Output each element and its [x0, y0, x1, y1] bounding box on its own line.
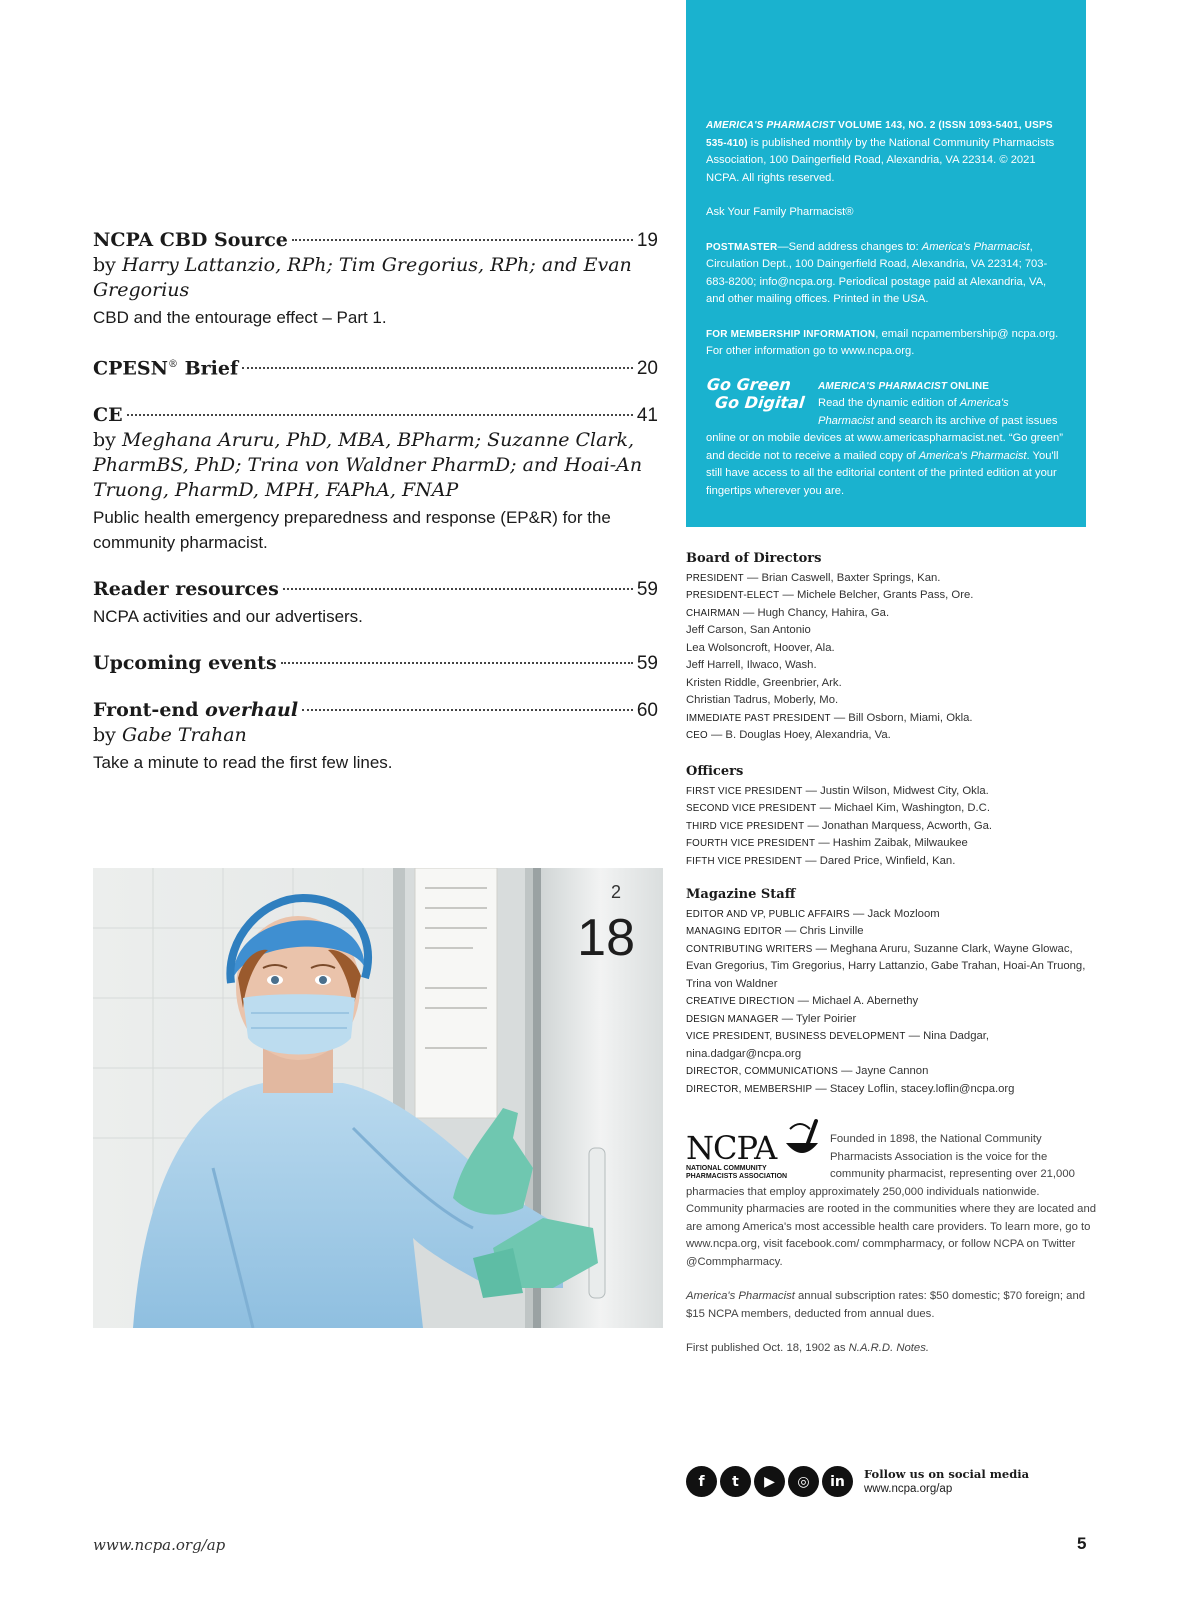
roster-name: Stacey Loflin, stacey.loflin@ncpa.org — [829, 1082, 1015, 1095]
toc-byline: by Harry Lattanzio, RPh; Tim Gregorius, RPh; and Evan Gregorius — [93, 254, 632, 301]
publication-info-box — [686, 0, 1086, 527]
instagram-icon[interactable]: ◎ — [788, 1466, 819, 1497]
roster-row — [686, 710, 1096, 728]
board-of-directors — [686, 550, 1096, 745]
roster-name: Lea Wolsoncroft, Hoover, Ala. — [686, 641, 835, 654]
roster-name: Jeff Harrell, Ilwaco, Wash. — [686, 659, 817, 671]
roster-role: PRESIDENT-ELECT — [686, 590, 780, 601]
go-green-go-digital-logo: Go Green Go Digital — [706, 374, 806, 412]
toc-page-number[interactable]: 59 — [636, 579, 658, 601]
membership-info: FOR MEMBERSHIP INFORMATION, email ncpamembership@ ncpa.org. For other information go to www.ncpa.org. — [706, 327, 1059, 357]
toc-description: CBD and the entourage effect – Part 1. — [93, 308, 387, 327]
roster-row — [686, 941, 1096, 994]
roster-name: Kristen Riddle, Greenbrier, Ark. — [686, 676, 842, 689]
roster-name: Christian Tadrus, Moberly, Mo. — [686, 694, 839, 706]
toc-page-number[interactable]: 60 — [636, 700, 658, 722]
youtube-icon[interactable]: ▶ — [754, 1466, 785, 1497]
roster-row — [686, 783, 1096, 801]
online-info: Go Green Go Digital AMERICA'S PHARMACIST ONLINE Read the dynamic edition of America's Pharmacist and search its archive of past issues online or on mobile devices at www.americaspharmacist.net. “Go green” and decide not to receive a mailed copy of America's Pharmacist. You'll still have access to all the editorial content of the printed edition at your fingertips wherever you are. — [706, 374, 1063, 497]
pharmacist-photo — [93, 868, 663, 1328]
roster-separator: — — [781, 925, 800, 937]
roster-row — [686, 923, 1096, 941]
toc-page-number[interactable]: 59 — [636, 653, 658, 675]
roster-name: Tyler Poirier — [796, 1012, 857, 1025]
roster-role: FIRST VICE PRESIDENT — [686, 785, 803, 797]
roster-row — [686, 1011, 1096, 1029]
roster-name: Hashim Zaibak, Milwaukee — [832, 837, 968, 849]
section-heading: Board of Directors — [686, 551, 822, 566]
toc-entry-ce — [93, 403, 658, 555]
toc-entry-cpesn-brief — [93, 352, 658, 381]
roster-separator: — — [830, 711, 849, 724]
roster-name: Jonathan Marquess, Acworth, Ga. — [821, 819, 993, 832]
page-reference-number: 18 — [577, 909, 635, 967]
roster-separator: — — [812, 942, 831, 955]
toc-authors: Gabe Trahan — [121, 724, 247, 747]
roster-row — [686, 622, 1096, 640]
roster-separator: — — [802, 784, 821, 797]
toc-authors: Meghana Aruru, PhD, MBA, BPharm; Suzanne Clark, PharmBS, PhD; Trina von Waldner PharmD; and Hoai-An Truong, PharmD, MPH, FAPhA, FNAP — [93, 429, 643, 502]
toc-leader-dots — [283, 588, 633, 590]
toc-entry-front-end-overhaul — [93, 698, 658, 775]
roster-role: CONTRIBUTING WRITERS — [686, 943, 813, 955]
roster-row — [686, 800, 1096, 818]
roster-separator: — — [794, 995, 813, 1007]
first-published: First published Oct. 18, 1902 as N.A.R.D. Notes. — [686, 1342, 929, 1354]
subscription-rates: America's Pharmacist annual subscription rates: $50 domestic; $70 foreign; and $15 NCPA members, deducted from annual dues. — [686, 1290, 1086, 1320]
postmaster-info: POSTMASTER—Send address changes to: America's Pharmacist, Circulation Dept., 100 Daingerfield Road, Alexandria, VA 22314; 703-683-8200; info@ncpa.org. Periodical postage paid at Alexandria, VA, and other mailing offices. Printed in the USA. — [706, 240, 1048, 305]
toc-title[interactable]: CPESN® Brief — [93, 357, 239, 380]
roster-separator: — — [779, 589, 797, 601]
roster-row — [686, 1028, 1096, 1063]
ask-tagline: Ask Your Family Pharmacist® — [706, 206, 854, 218]
follow-label: Follow us on social media — [864, 1466, 1030, 1481]
roster-separator: — — [778, 1012, 796, 1025]
roster-row — [686, 993, 1096, 1011]
roster-separator: — — [743, 571, 762, 584]
roster-role: PRESIDENT — [686, 572, 744, 584]
roster-name: Michael A. Abernethy — [812, 995, 919, 1007]
roster-name: Jack Mozloom — [867, 907, 940, 920]
roster-separator: — — [815, 837, 833, 849]
roster-role: MANAGING EDITOR — [686, 926, 782, 937]
toc-page-number[interactable]: 19 — [636, 230, 658, 251]
toc-leader-dots — [281, 662, 633, 664]
roster-role: FIFTH VICE PRESIDENT — [686, 855, 803, 867]
roster-row — [686, 1063, 1096, 1081]
roster-role: DIRECTOR, COMMUNICATIONS — [686, 1066, 838, 1077]
toc-leader-dots — [292, 239, 633, 241]
roster-name: B. Douglas Hoey, Alexandria, Va. — [725, 729, 891, 741]
toc-authors: Harry Lattanzio, RPh; Tim Gregorius, RPh; and Evan Gregorius — [93, 254, 632, 301]
social-follow-text — [864, 1467, 1029, 1497]
roster-separator: — — [739, 606, 758, 619]
roster-row — [686, 835, 1096, 853]
footer-page-number: 5 — [1077, 1534, 1087, 1553]
roster-separator: — — [837, 1065, 856, 1077]
social-media-bar — [686, 1466, 1029, 1497]
roster-separator: — — [707, 729, 726, 741]
roster-role: VICE PRESIDENT, BUSINESS DEVELOPMENT — [686, 1031, 906, 1042]
roster-row — [686, 853, 1096, 871]
roster-row — [686, 906, 1096, 924]
footer-url[interactable]: www.ncpa.org/ap — [93, 1536, 226, 1554]
publication-statement: AMERICA'S PHARMACIST VOLUME 143, NO. 2 (ISSN 1093-5401, USPS 535-410) is published monthly by the National Community Pharmacists Association, 100 Daingerfield Road, Alexandria, VA 22314. © 2021 NCPA. All rights reserved. — [706, 120, 1055, 184]
roster-row — [686, 1081, 1096, 1099]
toc-description: Take a minute to read the first few lines. — [93, 753, 393, 773]
roster-name: Jayne Cannon — [855, 1065, 929, 1077]
section-heading: Officers — [686, 764, 744, 779]
roster-role: FOURTH VICE PRESIDENT — [686, 838, 816, 849]
linkedin-icon[interactable]: in — [822, 1466, 853, 1497]
roster-separator: — — [849, 907, 868, 920]
registered-mark: ® — [167, 359, 178, 370]
toc-entry-upcoming-events — [93, 651, 658, 676]
mortar-pestle-icon — [782, 1117, 822, 1163]
facebook-icon[interactable]: f — [686, 1466, 717, 1497]
toc-entry-reader-resources — [93, 577, 658, 629]
roster-row — [686, 692, 1096, 710]
toc-title[interactable]: Reader resources — [93, 578, 279, 601]
roster-name: Hugh Chancy, Hahira, Ga. — [757, 606, 890, 619]
roster-row — [686, 818, 1096, 836]
roster-role: CEO — [686, 730, 708, 741]
roster-role: DIRECTOR, MEMBERSHIP — [686, 1083, 813, 1095]
roster-role: CHAIRMAN — [686, 607, 740, 619]
founded-text: Founded in 1898, the National Community Pharmacists Association is the voice for the community pharmacist, representing over 21,000 pharmacies that employ approximately 250,000 individuals nationwide. Community pharmacies are rooted in the communities where they are located and are among America's most accessible health care providers. To learn more, go to www.ncpa.org, visit facebook.com/ commpharmacy, or follow NCPA on Twitter @Commpharmacy. — [686, 1133, 1097, 1268]
toc-leader-dots — [302, 709, 633, 711]
roster-name: Dared Price, Winfield, Kan. — [819, 854, 956, 867]
about-ncpa — [686, 1131, 1098, 1375]
roster-name: Michele Belcher, Grants Pass, Ore. — [796, 589, 974, 601]
officers — [686, 763, 1096, 870]
roster-row — [686, 587, 1096, 605]
magazine-staff — [686, 886, 1096, 1098]
roster-role: IMMEDIATE PAST PRESIDENT — [686, 712, 831, 724]
toc-title[interactable]: NCPA CBD Source — [93, 229, 288, 251]
roster-name: Brian Caswell, Baxter Springs, Kan. — [761, 571, 941, 584]
roster-name: Bill Osborn, Miami, Okla. — [848, 711, 973, 724]
section-heading: Magazine Staff — [686, 887, 796, 902]
social-url[interactable]: www.ncpa.org/ap — [864, 1482, 953, 1495]
roster-separator: — — [812, 1082, 830, 1095]
roster-name: Justin Wilson, Midwest City, Okla. — [820, 784, 989, 797]
toc-page-number[interactable]: 20 — [636, 358, 658, 380]
roster-row — [686, 570, 1096, 588]
twitter-icon[interactable]: t — [720, 1466, 751, 1497]
roster-role: SECOND VICE PRESIDENT — [686, 803, 817, 814]
roster-name: Chris Linville — [799, 925, 864, 937]
roster-role: DESIGN MANAGER — [686, 1013, 779, 1025]
toc-title[interactable]: CE — [93, 404, 123, 427]
toc-entry-cbd-source — [93, 228, 658, 330]
roster-row — [686, 640, 1096, 658]
roster-separator: — — [816, 802, 835, 814]
toc-leader-dots — [127, 414, 633, 416]
roster-role: CREATIVE DIRECTION — [686, 996, 795, 1007]
toc-byline: by Meghana Aruru, PhD, MBA, BPharm; Suzanne Clark, PharmBS, PhD; Trina von Waldner PharmD; and Hoai-An Truong, PharmD, MPH, FAPhA, FNAP — [93, 429, 643, 502]
roster-separator: — — [804, 819, 822, 832]
roster-row — [686, 675, 1096, 693]
roster-name: Jeff Carson, San Antonio — [686, 624, 811, 636]
roster-name: Meghana Aruru, Suzanne Clark, Wayne Glowac, Evan Gregorius, Tim Gregorius, Harry Lattanzio, Gabe Trahan, Hoai-An Truong, Trina von Waldner — [686, 942, 1086, 990]
roster-row — [686, 657, 1096, 675]
table-of-contents — [93, 228, 658, 797]
toc-title[interactable]: Upcoming events — [93, 652, 277, 675]
roster-role: EDITOR AND VP, PUBLIC AFFAIRS — [686, 908, 850, 920]
toc-description: NCPA activities and our advertisers. — [93, 607, 363, 627]
roster-row — [686, 605, 1096, 623]
roster-name: Nina Dadgar, nina.dadgar@ncpa.org — [686, 1030, 990, 1060]
roster-separator: — — [802, 854, 820, 867]
toc-page-number[interactable]: 41 — [636, 405, 658, 427]
door-tag: 2 — [610, 882, 621, 902]
roster-row — [686, 727, 1096, 745]
toc-byline: by Gabe Trahan — [93, 724, 247, 747]
toc-title[interactable]: Front-end overhaul — [93, 699, 299, 722]
roster-role: THIRD VICE PRESIDENT — [686, 820, 805, 832]
toc-leader-dots — [242, 367, 633, 369]
roster-separator: — — [905, 1030, 924, 1042]
roster-name: Michael Kim, Washington, D.C. — [834, 802, 990, 814]
ncpa-logo: NCPA NATIONAL COMMUNITY PHARMACISTS ASSOCIATION — [686, 1131, 824, 1183]
toc-description: Public health emergency preparedness and response (EP&R) for the community pharmacist. — [93, 508, 611, 553]
